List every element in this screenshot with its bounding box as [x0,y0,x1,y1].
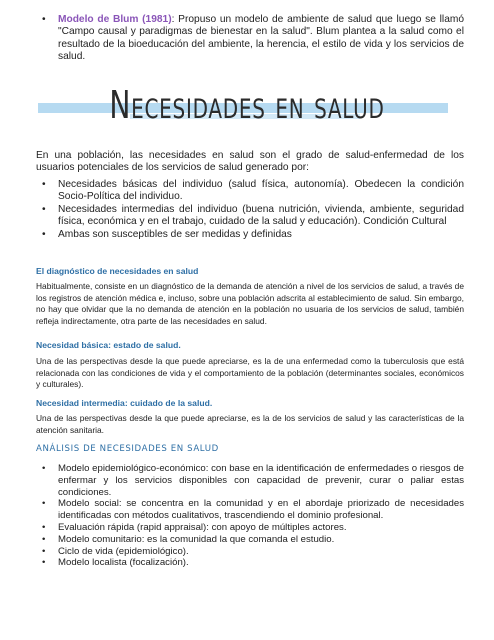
bullet-dot: • [42,533,46,545]
list-item [36,14,464,64]
definition-paragraph: En una población, las necesidades en salud son el grado de salud-enfermedad de los usuarios potenciales de los servicios de salud generado por: [36,150,464,174]
bullet-dot: • [42,203,46,215]
bullet-dot: • [42,557,46,569]
list-item [36,204,464,229]
bullet-dot: • [42,228,46,240]
intermedia-paragraph: Una de las perspectivas desde la que puede apreciarse, es la de los servicios de salud y las características de la atención sanitaria. [36,413,464,435]
list-item [36,498,464,522]
bullet-dot: • [42,14,46,25]
diagnostico-heading: El diagnóstico de necesidades en salud [36,266,199,276]
analisis-bullet-list [36,463,464,569]
analisis-bullet-text: Modelo comunitario: es la comunidad la que comanda el estudio. [58,533,335,545]
basica-paragraph: Una de las perspectivas desde la que puede apreciarse, es la de una enfermedad como la tuberculosis que está relacionada con las condiciones de vida y el comportamiento de la población (determinantes sociales, económicos y culturales). [36,356,464,389]
basica-heading: Necesidad básica: estado de salud. [36,340,181,350]
bullet-dot: • [42,463,46,474]
analisis-heading: ANÁLISIS DE NECESIDADES EN SALUD [36,444,219,454]
definition-bullet-list [36,179,464,241]
bullet-dot: • [42,521,46,533]
intermedia-heading: Necesidad intermedia: cuidado de la salud. [36,398,213,408]
analisis-bullet-text: Evaluación rápida (rapid appraisal): con apoyo de múltiples actores. [58,521,347,533]
analisis-bullet-text: Modelo epidemiológico-económico: con base en la identificación de enfermedades o riesgos de enfermar y los servicios disponibles con capacidad de prevenir, curar o paliar estas condiciones. [58,463,464,498]
banner-title: Necesidades en salud [109,83,385,127]
list-item [36,557,464,569]
list-item [36,463,464,498]
analisis-bullet-text: Ciclo de vida (epidemiológico). [58,545,189,557]
list-item [36,546,464,558]
bullet-dot: • [42,498,46,510]
blum-title: Modelo de Blum (1981) [58,14,172,25]
blum-text: : Propuso un modelo de ambiente de salud que luego se llamó "Campo causal y paradigmas de bienestar en la salud". Blum plantea a la salud como el resultado de la bioeducación del ambiente, la herencia, el estilo de vida y los servicios de salud. [58,14,465,63]
list-item [36,179,464,204]
analisis-bullet-text: Modelo localista (focalización). [58,557,189,569]
bullet-dot: • [42,179,46,190]
analisis-bullet-text: Modelo social: se concentra en la comunidad y en el abordaje priorizado de necesidades identificadas con métodos cualitativos, trascendiendo el dominio profesional. [58,498,464,522]
definition-bullet-text: Ambas son susceptibles de ser medidas y definidas [58,228,292,240]
diagnostico-paragraph: Habitualmente, consiste en un diagnóstico de la demanda de atención a nivel de los servicios de salud, a través de los registros de atención médica e, incluso, sobre una población adscrita al establecimiento de salud. Sin embargo, no hay que olvidar que la no demanda de atención en la población no usuaria de los servicios de salud, también refleja indirectamente, otra parte de las necesidades en salud. [36,281,464,326]
blum-bullet-list [36,14,464,64]
list-item [36,534,464,546]
definition-bullet-text: Necesidades básicas del individuo (salud física, autonomía). Obedecen la condición Socio-Política del individuo. [58,179,464,203]
list-item [36,229,464,241]
definition-bullet-text: Necesidades intermedias del individuo (buena nutrición, vivienda, ambiente, seguridad física, económica y en el trabajo, cuidado de la salud y educación). Condición Cultural [58,203,464,228]
bullet-dot: • [42,545,46,557]
list-item [36,522,464,534]
